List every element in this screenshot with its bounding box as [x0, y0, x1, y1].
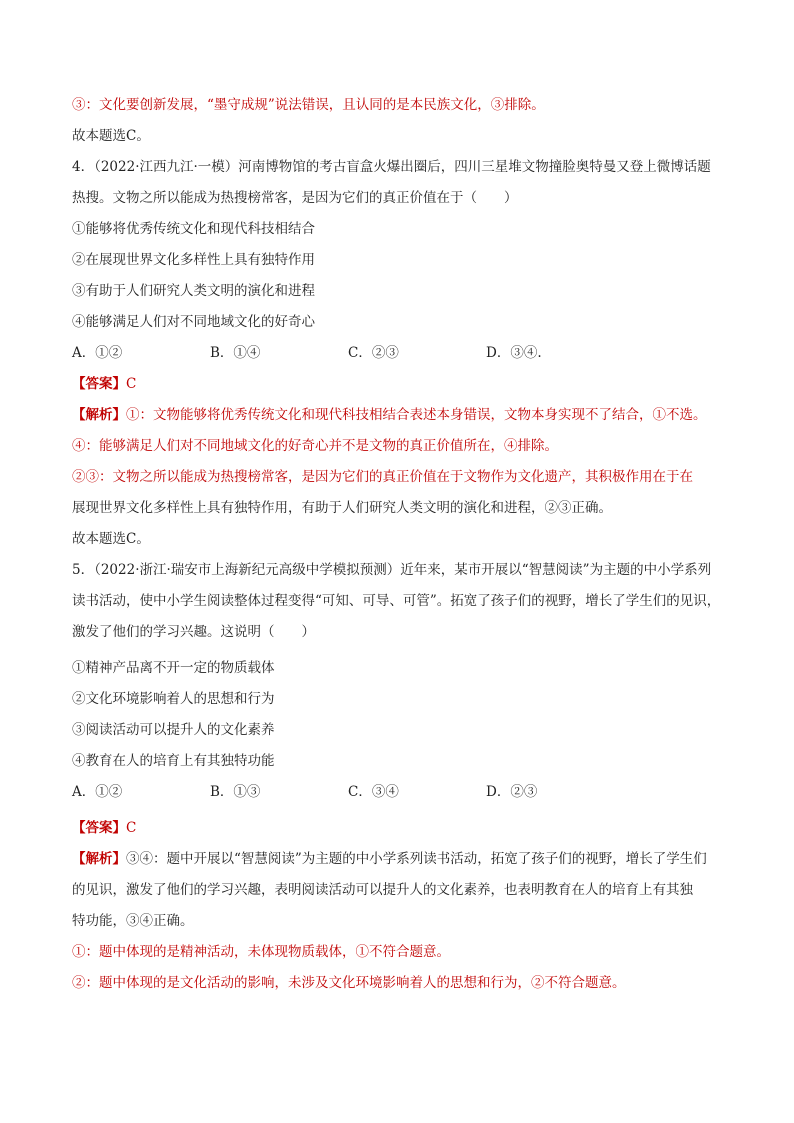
document-page	[72, 94, 732, 994]
answer-tag: 【答案】	[72, 376, 126, 392]
question-5-analysis-line4: ①：题中体现的是精神活动，未体现物质载体，①不符合题意。	[72, 944, 450, 960]
option-b: B．①④	[210, 345, 261, 361]
option-c: C．③④	[348, 784, 399, 800]
option-d: D．②③	[486, 784, 538, 800]
question-5-item: ②文化环境影响着人的思想和行为	[72, 691, 275, 707]
question-4-analysis-line1: 【解析】①：文物能够将优秀传统文化和现代科技相结合表述本身错误，文物本身实现不了结合，①不选。	[72, 407, 707, 423]
option-a: A．①②	[72, 784, 123, 800]
option-a: A．①②	[72, 345, 123, 361]
question-4-item: ①能够将优秀传统文化和现代科技相结合	[72, 221, 315, 237]
question-5-answer	[72, 817, 732, 839]
question-5-analysis-line2: 的见识，激发了他们的学习兴趣，表明阅读活动可以提升人的文化素养，也表明教育在人的培育上有其独	[72, 882, 693, 898]
question-4-stem-line1: 4．（2022·江西九江·一模）河南博物馆的考古盲盒火爆出圈后，四川三星堆文物撞脸奥特曼又登上微博话题	[72, 159, 711, 175]
question-4-options	[72, 342, 732, 364]
question-5-item: ④教育在人的培育上有其独特功能	[72, 753, 275, 769]
answer-value: C	[126, 376, 137, 392]
question-5-analysis-line3: 特功能，③④正确。	[72, 913, 194, 929]
question-4-item: ③有助于人们研究人类文明的演化和进程	[72, 283, 315, 299]
question-4-analysis-line3: ②③：文物之所以能成为热搜榜常客，是因为它们的真正价值在于文物作为文化遗产，其积极作用在于在	[72, 469, 693, 485]
analysis-tag: 【解析】	[72, 851, 126, 867]
question-4	[72, 156, 732, 550]
prev-analysis-line: ③：文化要创新发展，“墨守成规”说法错误，且认同的是本民族文化，③排除。	[72, 97, 545, 113]
question-4-conclusion: 故本题选C。	[72, 531, 150, 547]
answer-value: C	[126, 820, 137, 836]
option-d: D．③④.	[486, 345, 542, 361]
question-5-analysis-line5: ②：题中体现的是文化活动的影响，未涉及文化环境影响着人的思想和行为，②不符合题意。	[72, 975, 626, 991]
answer-tag: 【答案】	[72, 820, 126, 836]
question-5-item: ①精神产品离不开一定的物质载体	[72, 660, 275, 676]
option-c: C．②③	[348, 345, 399, 361]
question-4-item: ②在展现世界文化多样性上具有独特作用	[72, 252, 315, 268]
option-b: B．①③	[210, 784, 261, 800]
question-5-options	[72, 781, 732, 803]
question-5	[72, 559, 732, 994]
question-5-stem-line2: 读书活动，使中小学生阅读整体过程变得“可知、可导、可管”。拓宽了孩子们的视野，增长了学生们的见识，	[72, 593, 721, 609]
question-4-answer	[72, 373, 732, 395]
question-4-stem-line2: 热搜。文物之所以能成为热搜榜常客，是因为它们的真正价值在于（ ）	[72, 190, 518, 206]
question-5-analysis-line1: 【解析】③④：题中开展以“智慧阅读”为主题的中小学系列读书活动，拓宽了孩子们的视野，增长了学生们	[72, 851, 707, 867]
question-4-item: ④能够满足人们对不同地域文化的好奇心	[72, 314, 315, 330]
question-4-analysis-line2: ④：能够满足人们对不同地域文化的好奇心并不是文物的真正价值所在，④排除。	[72, 438, 558, 454]
question-5-item: ③阅读活动可以提升人的文化素养	[72, 722, 275, 738]
question-5-stem-line3: 激发了他们的学习兴趣。这说明（ ）	[72, 624, 315, 640]
question-5-stem-line1: 5．（2022·浙江·瑞安市上海新纪元高级中学模拟预测）近年来，某市开展以“智慧阅读”为主题的中小学系列	[72, 562, 712, 578]
analysis-tag: 【解析】	[72, 407, 126, 423]
prev-conclusion: 故本题选C。	[72, 128, 150, 144]
question-4-analysis-line4: 展现世界文化多样性上具有独特作用，有助于人们研究人类文明的演化和进程，②③正确。	[72, 500, 612, 516]
